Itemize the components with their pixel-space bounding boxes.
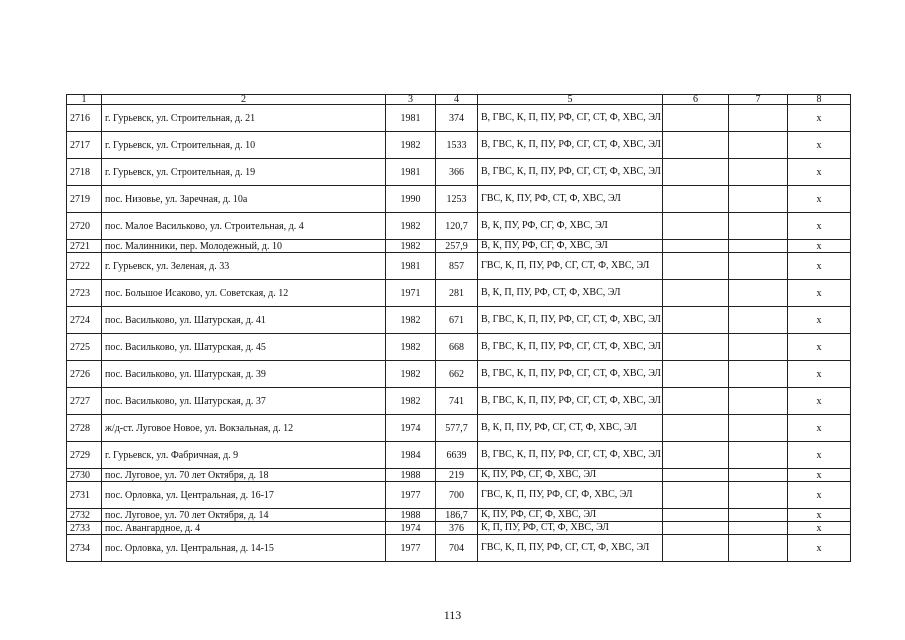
year-cell: 1977 <box>386 482 436 509</box>
column-6-cell <box>663 415 729 442</box>
services-cell: В, ГВС, К, П, ПУ, РФ, СГ, СТ, Ф, ХВС, ЭЛ <box>478 388 663 415</box>
table-row <box>67 213 851 240</box>
address-cell: пос. Луговое, ул. 70 лет Октября, д. 14 <box>102 509 386 522</box>
year-cell: 1977 <box>386 535 436 562</box>
column-6-cell <box>663 132 729 159</box>
row-number: 2734 <box>67 535 102 562</box>
area-cell: 1253 <box>436 186 478 213</box>
services-cell: В, ГВС, К, П, ПУ, РФ, СГ, СТ, Ф, ХВС, ЭЛ <box>478 132 663 159</box>
services-cell: ГВС, К, П, ПУ, РФ, СГ, СТ, Ф, ХВС, ЭЛ <box>478 535 663 562</box>
services-cell: В, ГВС, К, П, ПУ, РФ, СГ, СТ, Ф, ХВС, ЭЛ <box>478 159 663 186</box>
column-number: 8 <box>788 95 851 105</box>
area-cell: 281 <box>436 280 478 307</box>
year-cell: 1981 <box>386 253 436 280</box>
column-6-cell <box>663 105 729 132</box>
address-cell: пос. Малинники, пер. Молодежный, д. 10 <box>102 240 386 253</box>
column-number: 3 <box>386 95 436 105</box>
year-cell: 1982 <box>386 361 436 388</box>
mark-cell: x <box>788 469 851 482</box>
column-7-cell <box>729 522 788 535</box>
year-cell: 1981 <box>386 105 436 132</box>
column-6-cell <box>663 482 729 509</box>
services-cell: В, ГВС, К, П, ПУ, РФ, СГ, СТ, Ф, ХВС, ЭЛ <box>478 307 663 334</box>
year-cell: 1971 <box>386 280 436 307</box>
column-6-cell <box>663 361 729 388</box>
table-row <box>67 159 851 186</box>
address-cell: пос. Луговое, ул. 70 лет Октября, д. 18 <box>102 469 386 482</box>
address-cell: пос. Большое Исаково, ул. Советская, д. 12 <box>102 280 386 307</box>
row-number: 2732 <box>67 509 102 522</box>
address-cell: г. Гурьевск, ул. Зеленая, д. 33 <box>102 253 386 280</box>
year-cell: 1974 <box>386 522 436 535</box>
year-cell: 1982 <box>386 240 436 253</box>
year-cell: 1982 <box>386 388 436 415</box>
address-cell: пос. Малое Васильково, ул. Строительная, д. 4 <box>102 213 386 240</box>
services-cell: ГВС, К, П, ПУ, РФ, СГ, Ф, ХВС, ЭЛ <box>478 482 663 509</box>
mark-cell: x <box>788 132 851 159</box>
address-cell: пос. Васильково, ул. Шатурская, д. 39 <box>102 361 386 388</box>
table-row <box>67 388 851 415</box>
row-number: 2726 <box>67 361 102 388</box>
column-6-cell <box>663 522 729 535</box>
column-6-cell <box>663 535 729 562</box>
mark-cell: x <box>788 361 851 388</box>
table-row <box>67 535 851 562</box>
address-cell: пос. Низовье, ул. Заречная, д. 10а <box>102 186 386 213</box>
mark-cell: x <box>788 509 851 522</box>
row-number: 2716 <box>67 105 102 132</box>
services-cell: В, ГВС, К, П, ПУ, РФ, СГ, СТ, Ф, ХВС, ЭЛ <box>478 105 663 132</box>
mark-cell: x <box>788 186 851 213</box>
row-number: 2727 <box>67 388 102 415</box>
area-cell: 700 <box>436 482 478 509</box>
column-6-cell <box>663 280 729 307</box>
column-7-cell <box>729 469 788 482</box>
row-number: 2718 <box>67 159 102 186</box>
area-cell: 662 <box>436 361 478 388</box>
year-cell: 1981 <box>386 159 436 186</box>
column-6-cell <box>663 307 729 334</box>
table-row <box>67 334 851 361</box>
year-cell: 1982 <box>386 334 436 361</box>
row-number: 2724 <box>67 307 102 334</box>
area-cell: 741 <box>436 388 478 415</box>
mark-cell: x <box>788 253 851 280</box>
mark-cell: x <box>788 442 851 469</box>
area-cell: 257,9 <box>436 240 478 253</box>
column-6-cell <box>663 334 729 361</box>
address-cell: пос. Орловка, ул. Центральная, д. 16-17 <box>102 482 386 509</box>
services-cell: В, К, ПУ, РФ, СГ, Ф, ХВС, ЭЛ <box>478 240 663 253</box>
table-row <box>67 509 851 522</box>
mark-cell: x <box>788 280 851 307</box>
table-row <box>67 469 851 482</box>
area-cell: 671 <box>436 307 478 334</box>
services-cell: К, ПУ, РФ, СГ, Ф, ХВС, ЭЛ <box>478 469 663 482</box>
table-row <box>67 105 851 132</box>
column-7-cell <box>729 509 788 522</box>
mark-cell: x <box>788 159 851 186</box>
services-cell: К, П, ПУ, РФ, СТ, Ф, ХВС, ЭЛ <box>478 522 663 535</box>
year-cell: 1982 <box>386 307 436 334</box>
column-number: 4 <box>436 95 478 105</box>
column-7-cell <box>729 388 788 415</box>
area-cell: 120,7 <box>436 213 478 240</box>
column-7-cell <box>729 253 788 280</box>
row-number: 2729 <box>67 442 102 469</box>
column-6-cell <box>663 240 729 253</box>
table-row <box>67 280 851 307</box>
area-cell: 704 <box>436 535 478 562</box>
row-number: 2723 <box>67 280 102 307</box>
row-number: 2728 <box>67 415 102 442</box>
row-number: 2719 <box>67 186 102 213</box>
address-cell: г. Гурьевск, ул. Фабричная, д. 9 <box>102 442 386 469</box>
housing-register-table <box>66 94 851 562</box>
column-7-cell <box>729 280 788 307</box>
mark-cell: x <box>788 522 851 535</box>
area-cell: 366 <box>436 159 478 186</box>
area-cell: 6639 <box>436 442 478 469</box>
column-7-cell <box>729 186 788 213</box>
column-7-cell <box>729 240 788 253</box>
row-number: 2725 <box>67 334 102 361</box>
services-cell: В, ГВС, К, П, ПУ, РФ, СГ, СТ, Ф, ХВС, ЭЛ <box>478 361 663 388</box>
column-7-cell <box>729 415 788 442</box>
column-7-cell <box>729 361 788 388</box>
column-7-cell <box>729 159 788 186</box>
services-cell: В, ГВС, К, П, ПУ, РФ, СГ, СТ, Ф, ХВС, ЭЛ <box>478 334 663 361</box>
column-number: 5 <box>478 95 663 105</box>
table-row <box>67 253 851 280</box>
mark-cell: x <box>788 482 851 509</box>
year-cell: 1984 <box>386 442 436 469</box>
column-6-cell <box>663 469 729 482</box>
area-cell: 1533 <box>436 132 478 159</box>
year-cell: 1990 <box>386 186 436 213</box>
services-cell: ГВС, К, ПУ, РФ, СТ, Ф, ХВС, ЭЛ <box>478 186 663 213</box>
area-cell: 668 <box>436 334 478 361</box>
table-row <box>67 415 851 442</box>
address-cell: пос. Васильково, ул. Шатурская, д. 45 <box>102 334 386 361</box>
area-cell: 374 <box>436 105 478 132</box>
address-cell: г. Гурьевск, ул. Строительная, д. 10 <box>102 132 386 159</box>
column-6-cell <box>663 159 729 186</box>
column-6-cell <box>663 253 729 280</box>
row-number: 2717 <box>67 132 102 159</box>
row-number: 2731 <box>67 482 102 509</box>
column-number: 2 <box>102 95 386 105</box>
area-cell: 857 <box>436 253 478 280</box>
mark-cell: x <box>788 105 851 132</box>
services-cell: ГВС, К, П, ПУ, РФ, СГ, СТ, Ф, ХВС, ЭЛ <box>478 253 663 280</box>
services-cell: В, К, П, ПУ, РФ, СГ, СТ, Ф, ХВС, ЭЛ <box>478 415 663 442</box>
column-7-cell <box>729 334 788 361</box>
column-6-cell <box>663 509 729 522</box>
column-number-row <box>67 95 851 105</box>
address-cell: пос. Авангардное, д. 4 <box>102 522 386 535</box>
address-cell: г. Гурьевск, ул. Строительная, д. 21 <box>102 105 386 132</box>
services-cell: В, К, П, ПУ, РФ, СТ, Ф, ХВС, ЭЛ <box>478 280 663 307</box>
area-cell: 219 <box>436 469 478 482</box>
address-cell: ж/д-ст. Луговое Новое, ул. Вокзальная, д. 12 <box>102 415 386 442</box>
column-7-cell <box>729 213 788 240</box>
year-cell: 1988 <box>386 469 436 482</box>
mark-cell: x <box>788 334 851 361</box>
area-cell: 376 <box>436 522 478 535</box>
column-6-cell <box>663 442 729 469</box>
page-number: 113 <box>443 608 462 622</box>
table-row <box>67 240 851 253</box>
column-6-cell <box>663 186 729 213</box>
services-cell: В, ГВС, К, П, ПУ, РФ, СГ, СТ, Ф, ХВС, ЭЛ <box>478 442 663 469</box>
column-7-cell <box>729 307 788 334</box>
column-7-cell <box>729 442 788 469</box>
mark-cell: x <box>788 307 851 334</box>
column-7-cell <box>729 105 788 132</box>
area-cell: 186,7 <box>436 509 478 522</box>
year-cell: 1982 <box>386 132 436 159</box>
address-cell: г. Гурьевск, ул. Строительная, д. 19 <box>102 159 386 186</box>
mark-cell: x <box>788 388 851 415</box>
address-cell: пос. Васильково, ул. Шатурская, д. 41 <box>102 307 386 334</box>
table-row <box>67 132 851 159</box>
area-cell: 577,7 <box>436 415 478 442</box>
mark-cell: x <box>788 240 851 253</box>
table-row <box>67 307 851 334</box>
mark-cell: x <box>788 213 851 240</box>
column-number: 7 <box>729 95 788 105</box>
table-row <box>67 442 851 469</box>
table-row <box>67 522 851 535</box>
services-cell: К, ПУ, РФ, СГ, Ф, ХВС, ЭЛ <box>478 509 663 522</box>
row-number: 2721 <box>67 240 102 253</box>
address-cell: пос. Орловка, ул. Центральная, д. 14-15 <box>102 535 386 562</box>
services-cell: В, К, ПУ, РФ, СГ, Ф, ХВС, ЭЛ <box>478 213 663 240</box>
mark-cell: x <box>788 415 851 442</box>
column-7-cell <box>729 132 788 159</box>
column-7-cell <box>729 535 788 562</box>
row-number: 2733 <box>67 522 102 535</box>
column-number: 1 <box>67 95 102 105</box>
address-cell: пос. Васильково, ул. Шатурская, д. 37 <box>102 388 386 415</box>
mark-cell: x <box>788 535 851 562</box>
year-cell: 1988 <box>386 509 436 522</box>
column-number: 6 <box>663 95 729 105</box>
row-number: 2720 <box>67 213 102 240</box>
table-row <box>67 361 851 388</box>
column-6-cell <box>663 213 729 240</box>
column-7-cell <box>729 482 788 509</box>
column-6-cell <box>663 388 729 415</box>
table-row <box>67 482 851 509</box>
table-row <box>67 186 851 213</box>
year-cell: 1974 <box>386 415 436 442</box>
row-number: 2722 <box>67 253 102 280</box>
row-number: 2730 <box>67 469 102 482</box>
year-cell: 1982 <box>386 213 436 240</box>
